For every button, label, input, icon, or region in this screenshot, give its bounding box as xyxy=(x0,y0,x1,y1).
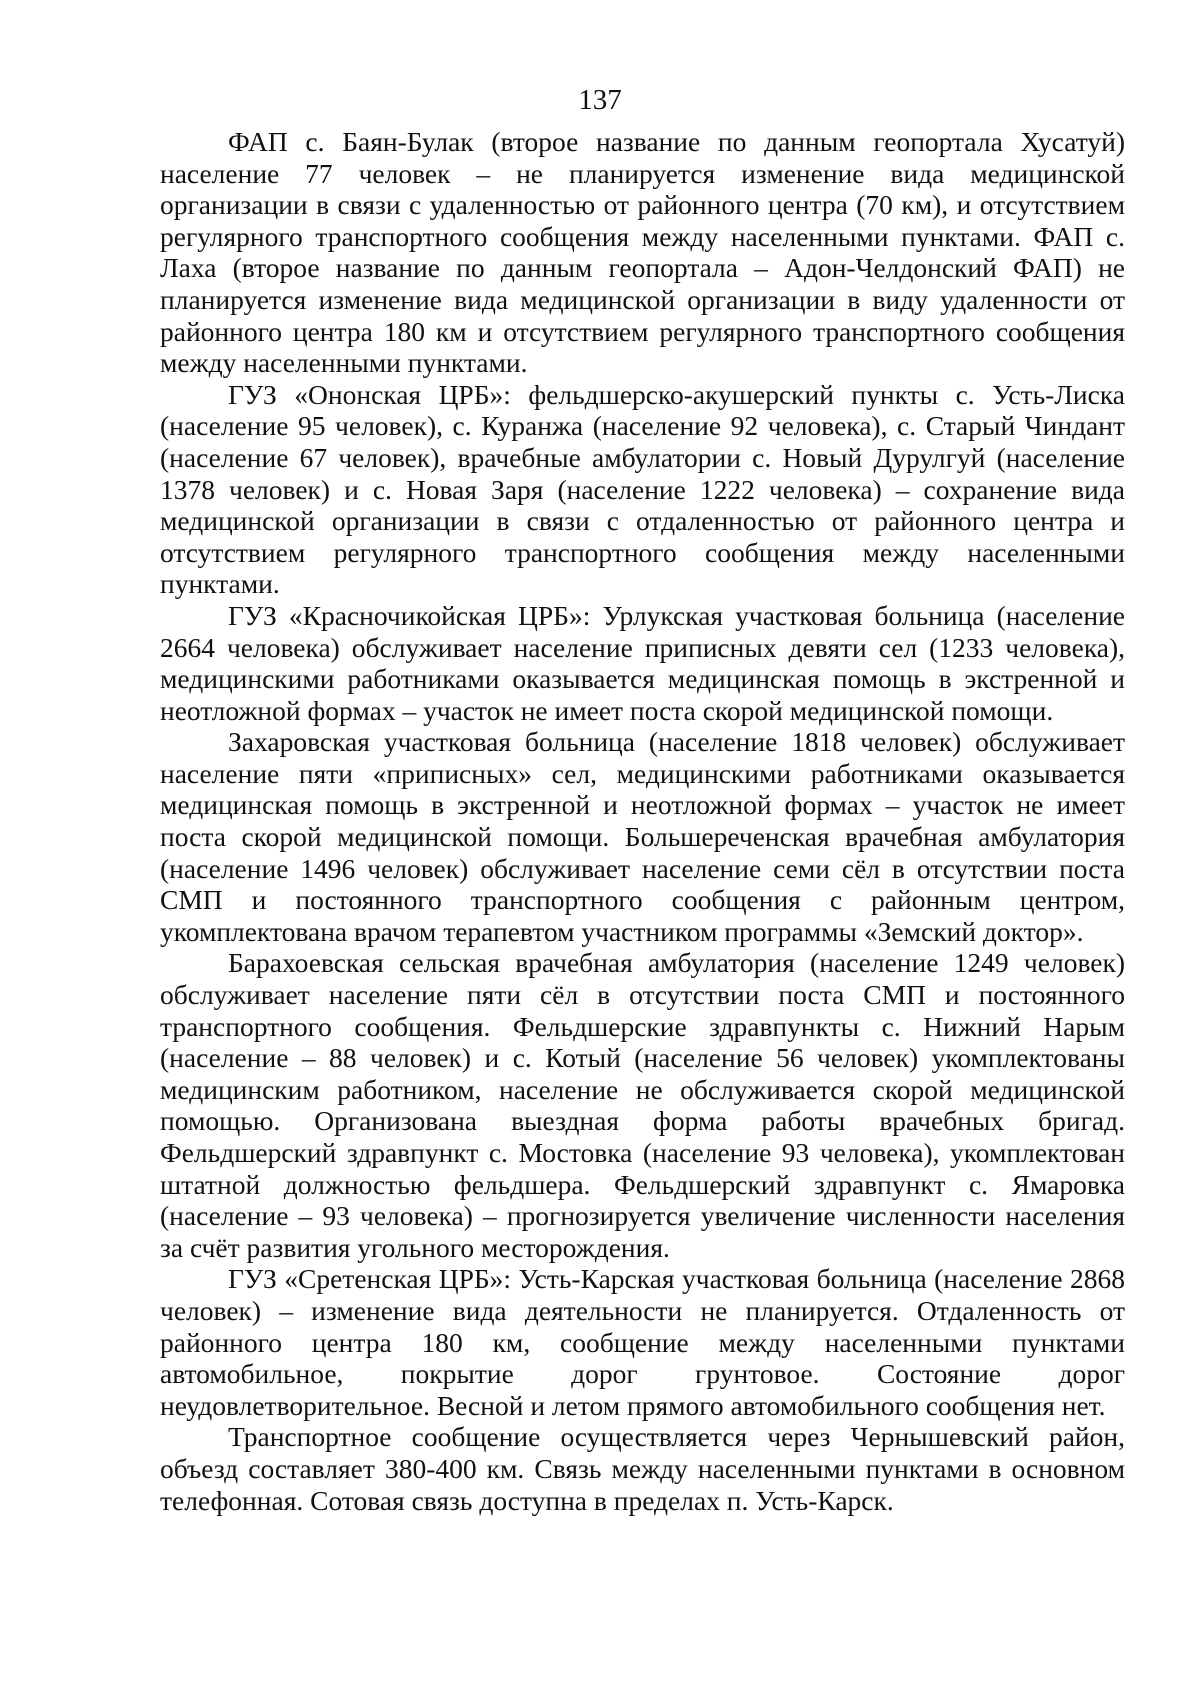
paragraph: ГУЗ «Сретенская ЦРБ»: Усть-Карская участковая больница (население 2868 человек) – изменение вида деятельности не планируется. Отдаленность от районного центра 180 км, сообщение между населенными пунктами автомобильное, покрытие дорог грунтовое. Состояние дорог неудовлетворительное. Весной и летом прямого автомобильного сообщения нет. xyxy=(160,1263,1125,1421)
paragraph: Транспортное сообщение осуществляется через Чернышевский район, объезд составляет 380-400 км. Связь между населенными пунктами в основном телефонная. Сотовая связь доступна в пределах п. Усть-Карск. xyxy=(160,1421,1125,1516)
paragraph: ФАП с. Баян-Булак (второе название по данным геопортала Хусатуй) население 77 человек – не планируется изменение вида медицинской организации в связи с удаленностью от районного центра (70 км), и отсутствием регулярного транспортного сообщения между населенными пунктами. ФАП с. Лаха (второе название по данным геопортала – Адон-Челдонский ФАП) не планируется изменение вида медицинской организации в виду удаленности от районного центра 180 км и отсутствием регулярного транспортного сообщения между населенными пунктами. xyxy=(160,126,1125,379)
paragraph: ГУЗ «Красночикойская ЦРБ»: Урлукская участковая больница (население 2664 человека) обслуживает население приписных девяти сел (1233 человека), медицинскими работниками оказывается медицинская помощь в экстренной и неотложной формах – участок не имеет поста скорой медицинской помощи. xyxy=(160,599,1125,726)
paragraph: Барахоевская сельская врачебная амбулатория (население 1249 человек) обслуживает население пяти сёл в отсутствии поста СМП и постоянного транспортного сообщения. Фельдшерские здравпункты с. Нижний Нарым (население – 88 человек) и с. Котый (население 56 человек) укомплектованы медицинским работником, население не обслуживается скорой медицинской помощью. Организована выездная форма работы врачебных бригад. Фельдшерский здравпункт с. Мостовка (население 93 человека), укомплектован штатной должностью фельдшера. Фельдшерский здравпункт с. Ямаровка (население – 93 человека) – прогнозируется увеличение численности населения за счёт развития угольного месторождения. xyxy=(160,947,1125,1263)
page-number: 137 xyxy=(578,84,622,116)
paragraph: Захаровская участковая больница (население 1818 человек) обслуживает население пяти «приписных» сел, медицинскими работниками оказывается медицинская помощь в экстренной и неотложной формах – участок не имеет поста скорой медицинской помощи. Большереченская врачебная амбулатория (население 1496 человек) обслуживает население семи сёл в отсутствии поста СМП и постоянного транспортного сообщения с районным центром, укомплектована врачом терапевтом участником программы «Земский доктор». xyxy=(160,726,1125,947)
document-body xyxy=(160,126,1125,1516)
paragraph: ГУЗ «Ононская ЦРБ»: фельдшерско-акушерский пункты с. Усть-Лиска (население 95 человек), с. Куранжа (население 92 человека), с. Старый Чиндант (население 67 человек), врачебные амбулатории с. Новый Дурулгуй (население 1378 человек) и с. Новая Заря (население 1222 человека) – сохранение вида медицинской организации в связи с отдаленностью от районного центра и отсутствием регулярного транспортного сообщения между населенными пунктами. xyxy=(160,378,1125,600)
